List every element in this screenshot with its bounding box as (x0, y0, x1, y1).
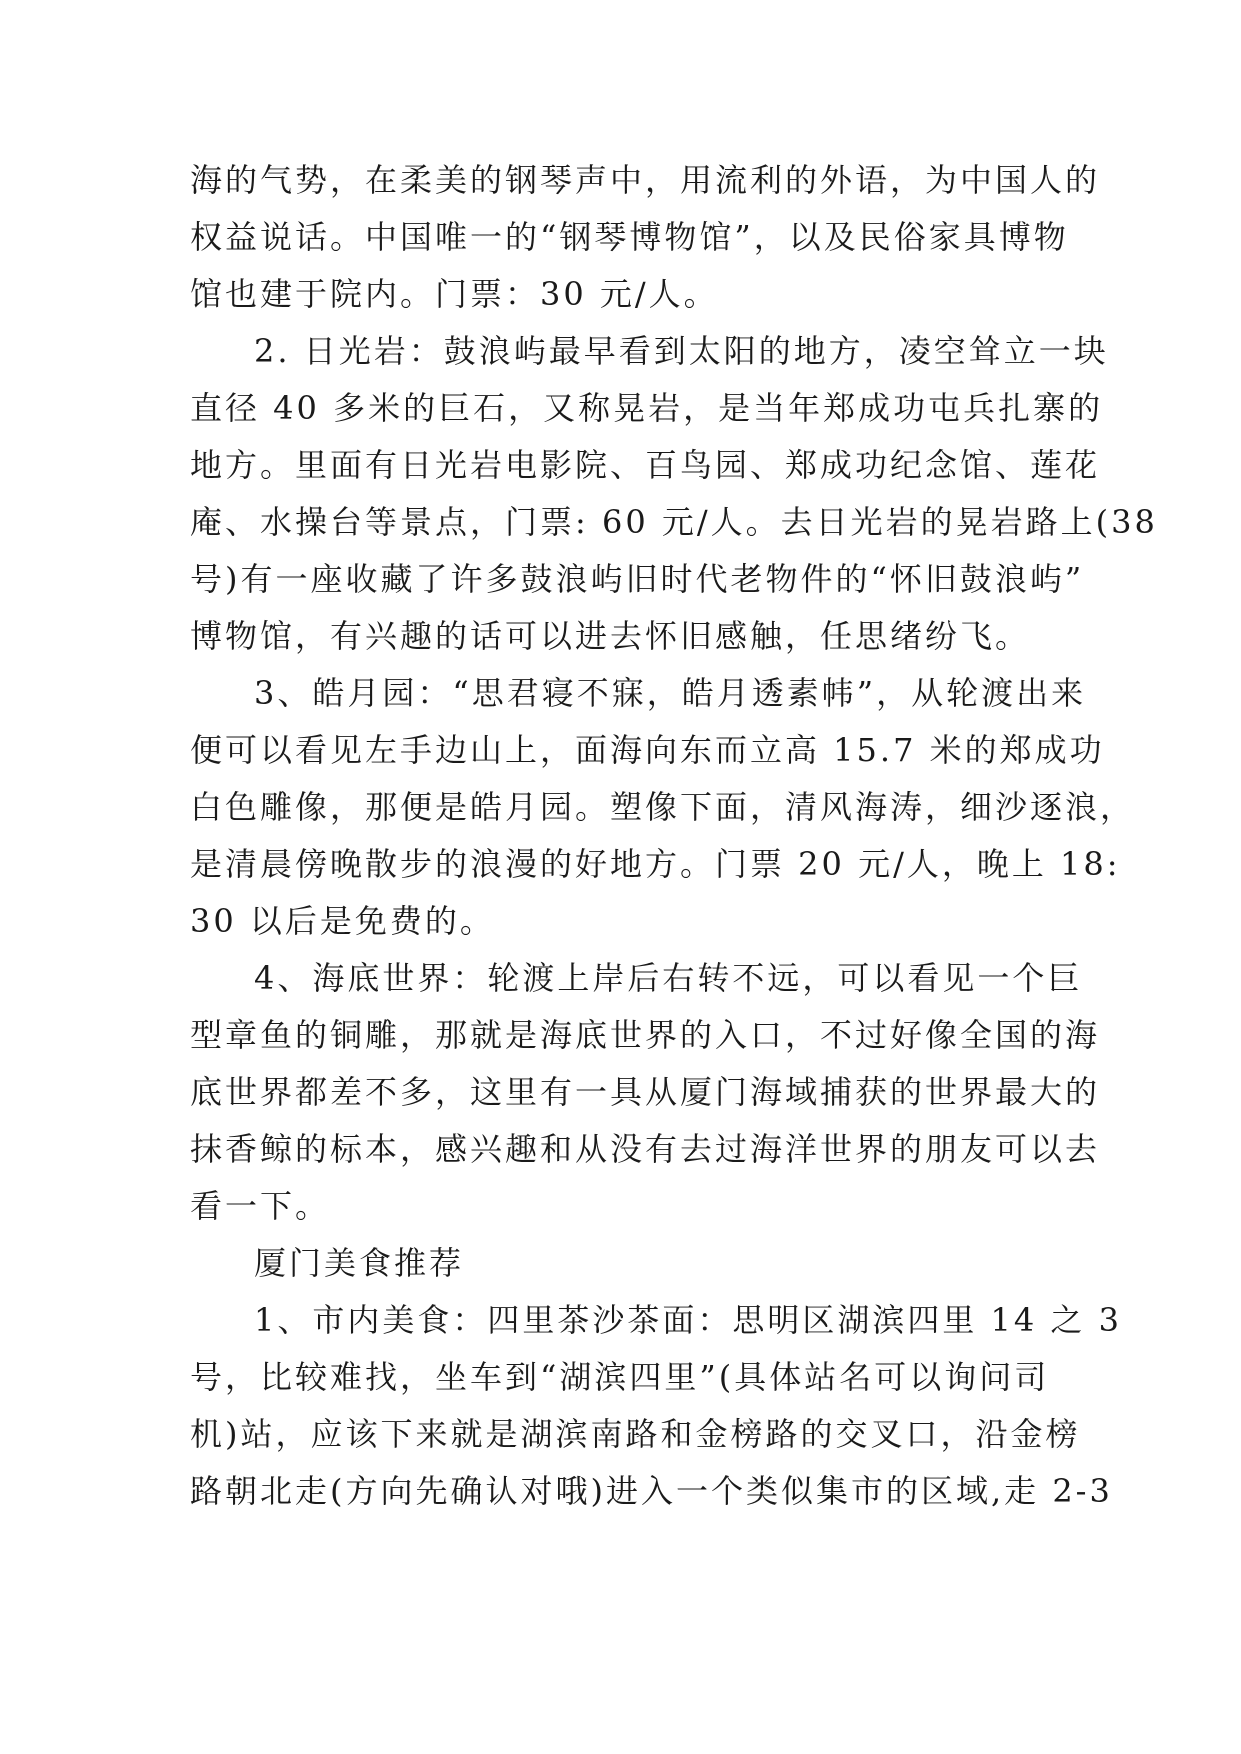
text-line: 机)站，应该下来就是湖滨南路和金榜路的交叉口，沿金榜 (190, 1415, 1081, 1453)
text-line: 权益说话。中国唯一的“钢琴博物馆”，以及民俗家具博物 (190, 218, 1069, 256)
text-line: 抹香鲸的标本，感兴趣和从没有去过海洋世界的朋友可以去 (190, 1130, 1101, 1168)
text-line: 路朝北走(方向先确认对哦)进入一个类似集市的区域,走 2-3 (190, 1472, 1113, 1510)
section-heading: 厦门美食推荐 (254, 1244, 465, 1282)
paragraph-start-line: 3、皓月园：“思君寝不寐，皓月透素帏”，从轮渡出来 (254, 674, 1087, 712)
text-line: 号，比较难找，坐车到“湖滨四里”(具体站名可以询问司 (190, 1358, 1050, 1396)
text-line: 便可以看见左手边山上，面海向东而立高 15.7 米的郑成功 (190, 731, 1105, 769)
document-body (190, 152, 1158, 1520)
text-line: 是清晨傍晚散步的浪漫的好地方。门票 20 元/人，晚上 18: (190, 845, 1121, 883)
paragraph-start-line: 2. 日光岩：鼓浪屿最早看到太阳的地方，凌空耸立一块 (254, 332, 1109, 370)
text-line: 30 以后是免费的。 (190, 902, 495, 940)
text-line: 号)有一座收藏了许多鼓浪屿旧时代老物件的“怀旧鼓浪屿” (190, 560, 1085, 598)
paragraph-start-line: 4、海底世界：轮渡上岸后右转不远，可以看见一个巨 (254, 959, 1083, 997)
text-line: 海的气势，在柔美的钢琴声中，用流利的外语，为中国人的 (190, 161, 1101, 199)
text-line: 底世界都差不多，这里有一具从厦门海域捕获的世界最大的 (190, 1073, 1101, 1111)
text-line: 型章鱼的铜雕，那就是海底世界的入口，不过好像全国的海 (190, 1016, 1101, 1054)
text-line: 庵、水操台等景点，门票: 60 元/人。去日光岩的晃岩路上(38 (190, 503, 1158, 541)
text-line: 看一下。 (190, 1187, 331, 1225)
text-line: 博物馆，有兴趣的话可以进去怀旧感触，任思绪纷飞。 (190, 617, 1031, 655)
text-line: 地方。里面有日光岩电影院、百鸟园、郑成功纪念馆、莲花 (190, 446, 1101, 484)
text-line: 直径 40 多米的巨石，又称晃岩，是当年郑成功屯兵扎寨的 (190, 389, 1104, 427)
text-line: 白色雕像，那便是皓月园。塑像下面，清风海涛，细沙逐浪， (190, 788, 1136, 826)
paragraph-start-line: 1、市内美食：四里茶沙茶面：思明区湖滨四里 14 之 3 (254, 1301, 1122, 1339)
text-line: 馆也建于院内。门票：30 元/人。 (190, 275, 719, 313)
